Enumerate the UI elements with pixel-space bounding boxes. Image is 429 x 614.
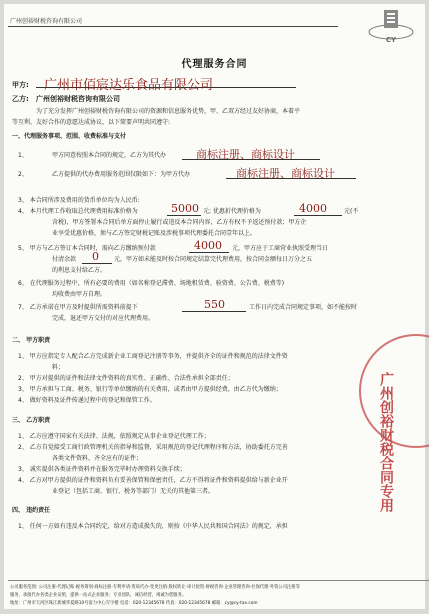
party-a-label: 甲方: (12, 81, 29, 89)
s3-item-3: 3、 诚实提供各类证件资料并在服务完毕时办理资料交换手续； (18, 466, 186, 473)
s1-item5-a: 5、 甲方与乙方签订本合同时，需向乙方缴纳预付款 (18, 245, 156, 252)
s2-item-2: 2、 甲方对提供的证件和法律文件资料的真实性、正确性、合法性承担全部责任； (18, 375, 234, 382)
document-page (4, 4, 425, 609)
s1-item7-line (182, 311, 246, 312)
footer-line-1: 公司服务范围: 公司注册·代理记账·税务筹划·商标注册·专利申请·资质代办·变更注销·股权转让·审计验资·财税咨询·企业管理咨询·社保代理·外资公司注册等 (10, 585, 300, 590)
s1-item7-a: 7、 乙方承诺在甲方及时提供所需资料前提下 (18, 304, 138, 311)
section-4-title: 四、 违约责任 (12, 507, 51, 514)
s1-item4-l2: 含税)，甲方签署本合同后单方面停止履行或违反本合同内容，乙方有权不予返还预付款；甲方企 (52, 219, 307, 226)
s3-item-4b: 业登记（包括工商、银行、税务等部门）无关的其他第三者。 (52, 488, 215, 495)
s1-item2-text: 乙方提供的代办费用服务范围仅限如下：为甲方代办 (52, 171, 191, 178)
s2-item-4: 4、 做好资料及证件传递过程中的登记和保管工作。 (18, 397, 156, 404)
intro-line-2: 等互利、友好合作的意愿达成协议，以下简要声明共同遵守: (12, 119, 171, 126)
s1-item7-hw: 550 (204, 298, 225, 311)
intro-line-1: 为了充分发挥广州创裕财税咨询有限公司的资源和信息服务优势，甲、乙双方经过友好协商，本着平 (36, 108, 301, 115)
footer-line-3: 地址：广州市天河区珠江新城华夏路10号富力中心写字楼 电话：020-12345678 传真：020-12345678 邮箱：cy@cy-tax.com (10, 601, 258, 606)
s2-item-1b: 料； (52, 364, 65, 371)
contract-title: 代理服务合同 (181, 59, 248, 70)
s4-item-1: 1、 任何一方如有违反本合同约定，给对方造成损失的，则按《中华人民共和国合同法》的规定，承担 (18, 523, 288, 530)
s1-item1-text: 甲方同意按照本合同的规定，乙方为其代办 (52, 152, 167, 159)
s1-item5-hw2: 0 (92, 250, 99, 263)
s1-item4-price2: 4000 (299, 202, 327, 215)
s1-item4-a: 4、 本月代理工作收取总代理费用标准价格为 (18, 208, 138, 215)
s1-item4-l3: 业享受优惠价格，须与乙方签定财税记账及涉税事项代理委托合同壹年以上。 (52, 230, 257, 237)
s1-item1-no: 1、 (18, 152, 28, 159)
company-logo (362, 8, 420, 44)
s1-item5-line1 (189, 252, 229, 253)
s2-item-1: 1、 甲方应指定专人配合乙方完成新企业工商登记注册等事务，并提供齐全的证件和规范的法律文件资 (18, 353, 288, 360)
s3-item-2b: 各类文件资料，齐全应有的证件； (52, 455, 143, 462)
s1-item5-l2-b: 元，甲方如未能及时按合同规定结算完代理费用，按合同金额每日万分之五 (114, 256, 313, 263)
party-b-label: 乙方: (12, 95, 29, 103)
s1-item1-hw: 商标注册、商标设计 (196, 148, 295, 161)
s1-item7-b: 工作日内完成合同规定事项，如不能按时 (249, 304, 358, 311)
s1-item4-b: 元; 优惠折代理价格为 (203, 208, 261, 215)
s3-item-2: 2、 乙方自觉接受工商行政管理机关的指导和监督，采用规范的登记代理程序和方法，协助委托方完善 (18, 444, 288, 451)
header-rule (8, 26, 338, 27)
s3-item-1: 1、 乙方应遵守国家有关法律、法规，依照规定从事企业登记代理工作； (18, 433, 210, 440)
s1-item5-line2 (82, 263, 112, 264)
section-1-title: 一、代理服务事项、范围、收费标准与支付 (12, 133, 127, 140)
s1-item2-no: 2、 (18, 171, 28, 178)
s1-item6-l2: 均收费由甲方自理。 (52, 291, 107, 298)
s1-item4-price1: 5000 (171, 202, 199, 215)
s1-item4-c: 元(不 (344, 208, 359, 215)
s3-item-4: 4、 乙方对甲方提供的证件和资料负有妥善保管和保密责任，乙方不得将证件和资料提供给与新企业开 (18, 477, 288, 484)
s1-item4-line1 (167, 215, 201, 216)
s1-item5-l3: 的利息支付给乙方。 (52, 267, 107, 274)
s1-item3: 3、 本合同所涉及费用的货币单位均为人民币: (18, 197, 140, 204)
s1-item7-l2: 完成，退还甲方交付的对应代理费用。 (52, 315, 155, 322)
s1-item4-line2 (294, 215, 342, 216)
s1-item2-hw: 商标注册、商标设计 (236, 167, 335, 180)
party-a-value: 广州市佰宸达乐食品有限公司 (44, 78, 214, 93)
s2-item-3: 3、 甲方承担与工商、税务、银行等单位缴纳的有关费用，或者由甲方提供经费，由乙方代为缴纳； (18, 386, 282, 393)
section-2-title: 二、 甲方职责 (12, 337, 51, 344)
party-b-value: 广州创裕财税咨询有限公司 (36, 95, 120, 103)
s1-item5-b: 元，甲方应于工商营业执照受理当日 (232, 245, 329, 252)
seal-text: 广州创裕财税合同专用 (378, 372, 394, 512)
footer (8, 580, 429, 614)
footer-line-2: 服务，承接代办各类企业证照，提供一站式企业服务；专业团队，诚信经营，竭诚为您服务。 (10, 593, 187, 598)
section-3-title: 三、 乙方职责 (12, 417, 51, 424)
s1-item5-hw1: 4000 (194, 239, 222, 252)
header-company: 广州创裕财税咨询有限公司 (10, 18, 83, 25)
s1-item5-l2-a: 付清余款 (52, 256, 77, 263)
svg-text:CY: CY (385, 36, 397, 44)
s1-item6-l1: 6、 在代理服务过程中，所有必要的费用（如名称登记滞费、场地租赁费、验资费、公告费、税费等) (18, 280, 285, 287)
